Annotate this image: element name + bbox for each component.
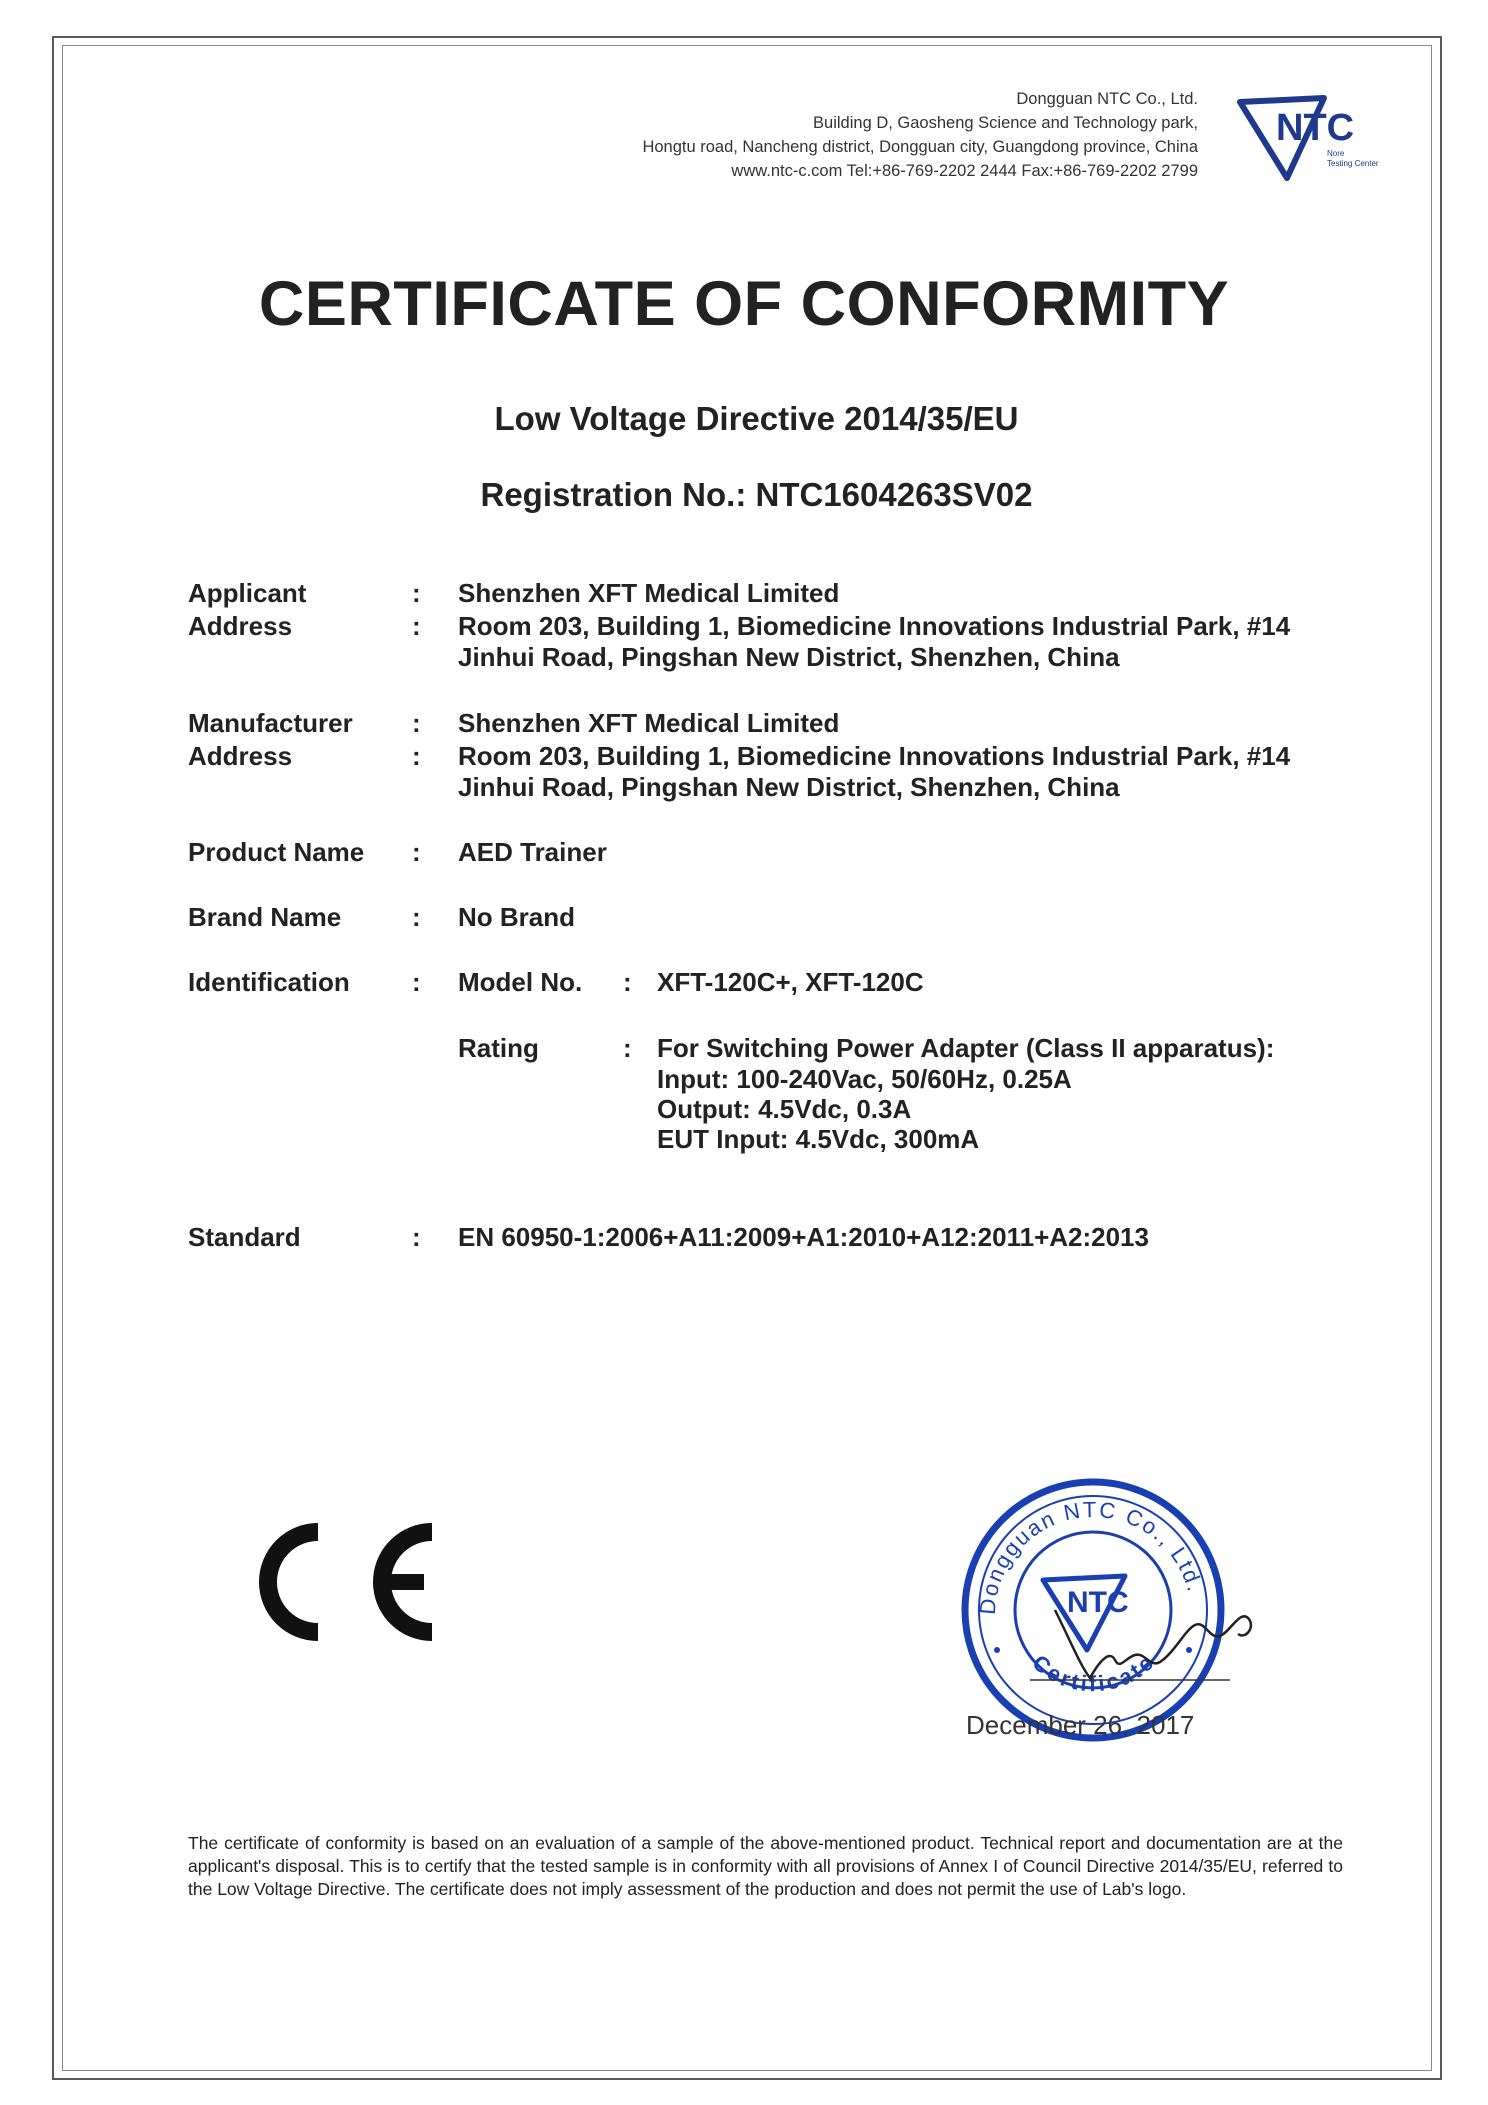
- company-contact: www.ntc-c.com Tel:+86-769-2202 2444 Fax:+86-769-2202 2799: [731, 162, 1198, 180]
- company-address-line2: Hongtu road, Nancheng district, Dongguan city, Guangdong province, China: [642, 138, 1198, 156]
- ce-mark: [252, 1512, 447, 1652]
- company-name: Dongguan NTC Co., Ltd.: [1016, 90, 1198, 108]
- ntc-logo: [1232, 90, 1412, 185]
- manufacturer-address-line2: Jinhui Road, Pingshan New District, Shenzhen, China: [458, 772, 1120, 802]
- applicant-address-line2: Jinhui Road, Pingshan New District, Shenzhen, China: [458, 642, 1120, 672]
- colon: :: [412, 902, 421, 932]
- ntc-logo-text: NTC: [1276, 107, 1355, 149]
- colon: :: [412, 708, 421, 738]
- colon: :: [412, 1222, 421, 1252]
- applicant-value: Shenzhen XFT Medical Limited: [458, 578, 840, 608]
- standard-label: Standard: [188, 1222, 301, 1252]
- product-name-value: AED Trainer: [458, 837, 607, 867]
- company-header: [642, 87, 1198, 183]
- product-name-label: Product Name: [188, 837, 365, 867]
- signature: [1010, 1570, 1270, 1720]
- brand-name-label: Brand Name: [188, 902, 342, 932]
- colon: :: [412, 611, 421, 641]
- rating-line3: Output: 4.5Vdc, 0.3A: [657, 1094, 912, 1124]
- stamp-ring-text: Dongguan NTC Co., Ltd.: [974, 1496, 1209, 1616]
- certificate-title: CERTIFICATE OF CONFORMITY: [258, 269, 1230, 339]
- company-address-line1: Building D, Gaosheng Science and Technology park,: [813, 114, 1198, 132]
- applicant-address-line1: Room 203, Building 1, Biomedicine Innovations Industrial Park, #14: [458, 611, 1291, 641]
- manufacturer-label: Manufacturer: [188, 708, 353, 738]
- directive-title: Low Voltage Directive 2014/35/EU: [494, 400, 1019, 437]
- model-number-value: XFT-120C+, XFT-120C: [657, 967, 924, 997]
- colon: :: [412, 741, 421, 771]
- rating-line1: For Switching Power Adapter (Class II apparatus):: [657, 1033, 1275, 1063]
- colon: :: [412, 967, 421, 997]
- identification-label: Identification: [188, 967, 350, 997]
- rating-line2: Input: 100-240Vac, 50/60Hz, 0.25A: [657, 1064, 1072, 1094]
- disclaimer-text: The certificate of conformity is based on an evaluation of a sample of the above-mentioned product. Technical report and documentation are at the applicant's disposal. This is to certify that the tested sample is in conformity with all provisions of Annex I of Council Directive 2014/35/EU, referred to the Low Voltage Directive. The certificate does not imply assessment of the production and does not permit the use of Lab's logo.: [188, 1833, 1343, 1899]
- ntc-logo-tagline-1: Nore: [1327, 149, 1345, 158]
- stamp-bottom-text: Certificate: [1027, 1648, 1161, 1697]
- registration-number: Registration No.: NTC1604263SV02: [480, 476, 1033, 513]
- colon: :: [623, 1033, 632, 1063]
- manufacturer-value: Shenzhen XFT Medical Limited: [458, 708, 840, 738]
- stamp-logo-text: NTC: [1067, 1586, 1129, 1619]
- applicant-label: Applicant: [188, 578, 307, 608]
- model-number-label: Model No.: [458, 967, 583, 997]
- brand-name-value: No Brand: [458, 902, 575, 932]
- applicant-address-label: Address: [188, 611, 293, 641]
- colon: :: [412, 578, 421, 608]
- manufacturer-address-label: Address: [188, 741, 293, 771]
- rating-label: Rating: [458, 1033, 539, 1063]
- rating-line4: EUT Input: 4.5Vdc, 300mA: [657, 1124, 980, 1154]
- standard-value: EN 60950-1:2006+A11:2009+A1:2010+A12:2011+A2:2013: [458, 1222, 1149, 1252]
- colon: :: [623, 967, 632, 997]
- manufacturer-address-line1: Room 203, Building 1, Biomedicine Innovations Industrial Park, #14: [458, 741, 1291, 771]
- ntc-logo-tagline-2: Testing Center: [1327, 159, 1379, 168]
- colon: :: [412, 837, 421, 867]
- issue-date: December 26, 2017: [966, 1710, 1195, 1740]
